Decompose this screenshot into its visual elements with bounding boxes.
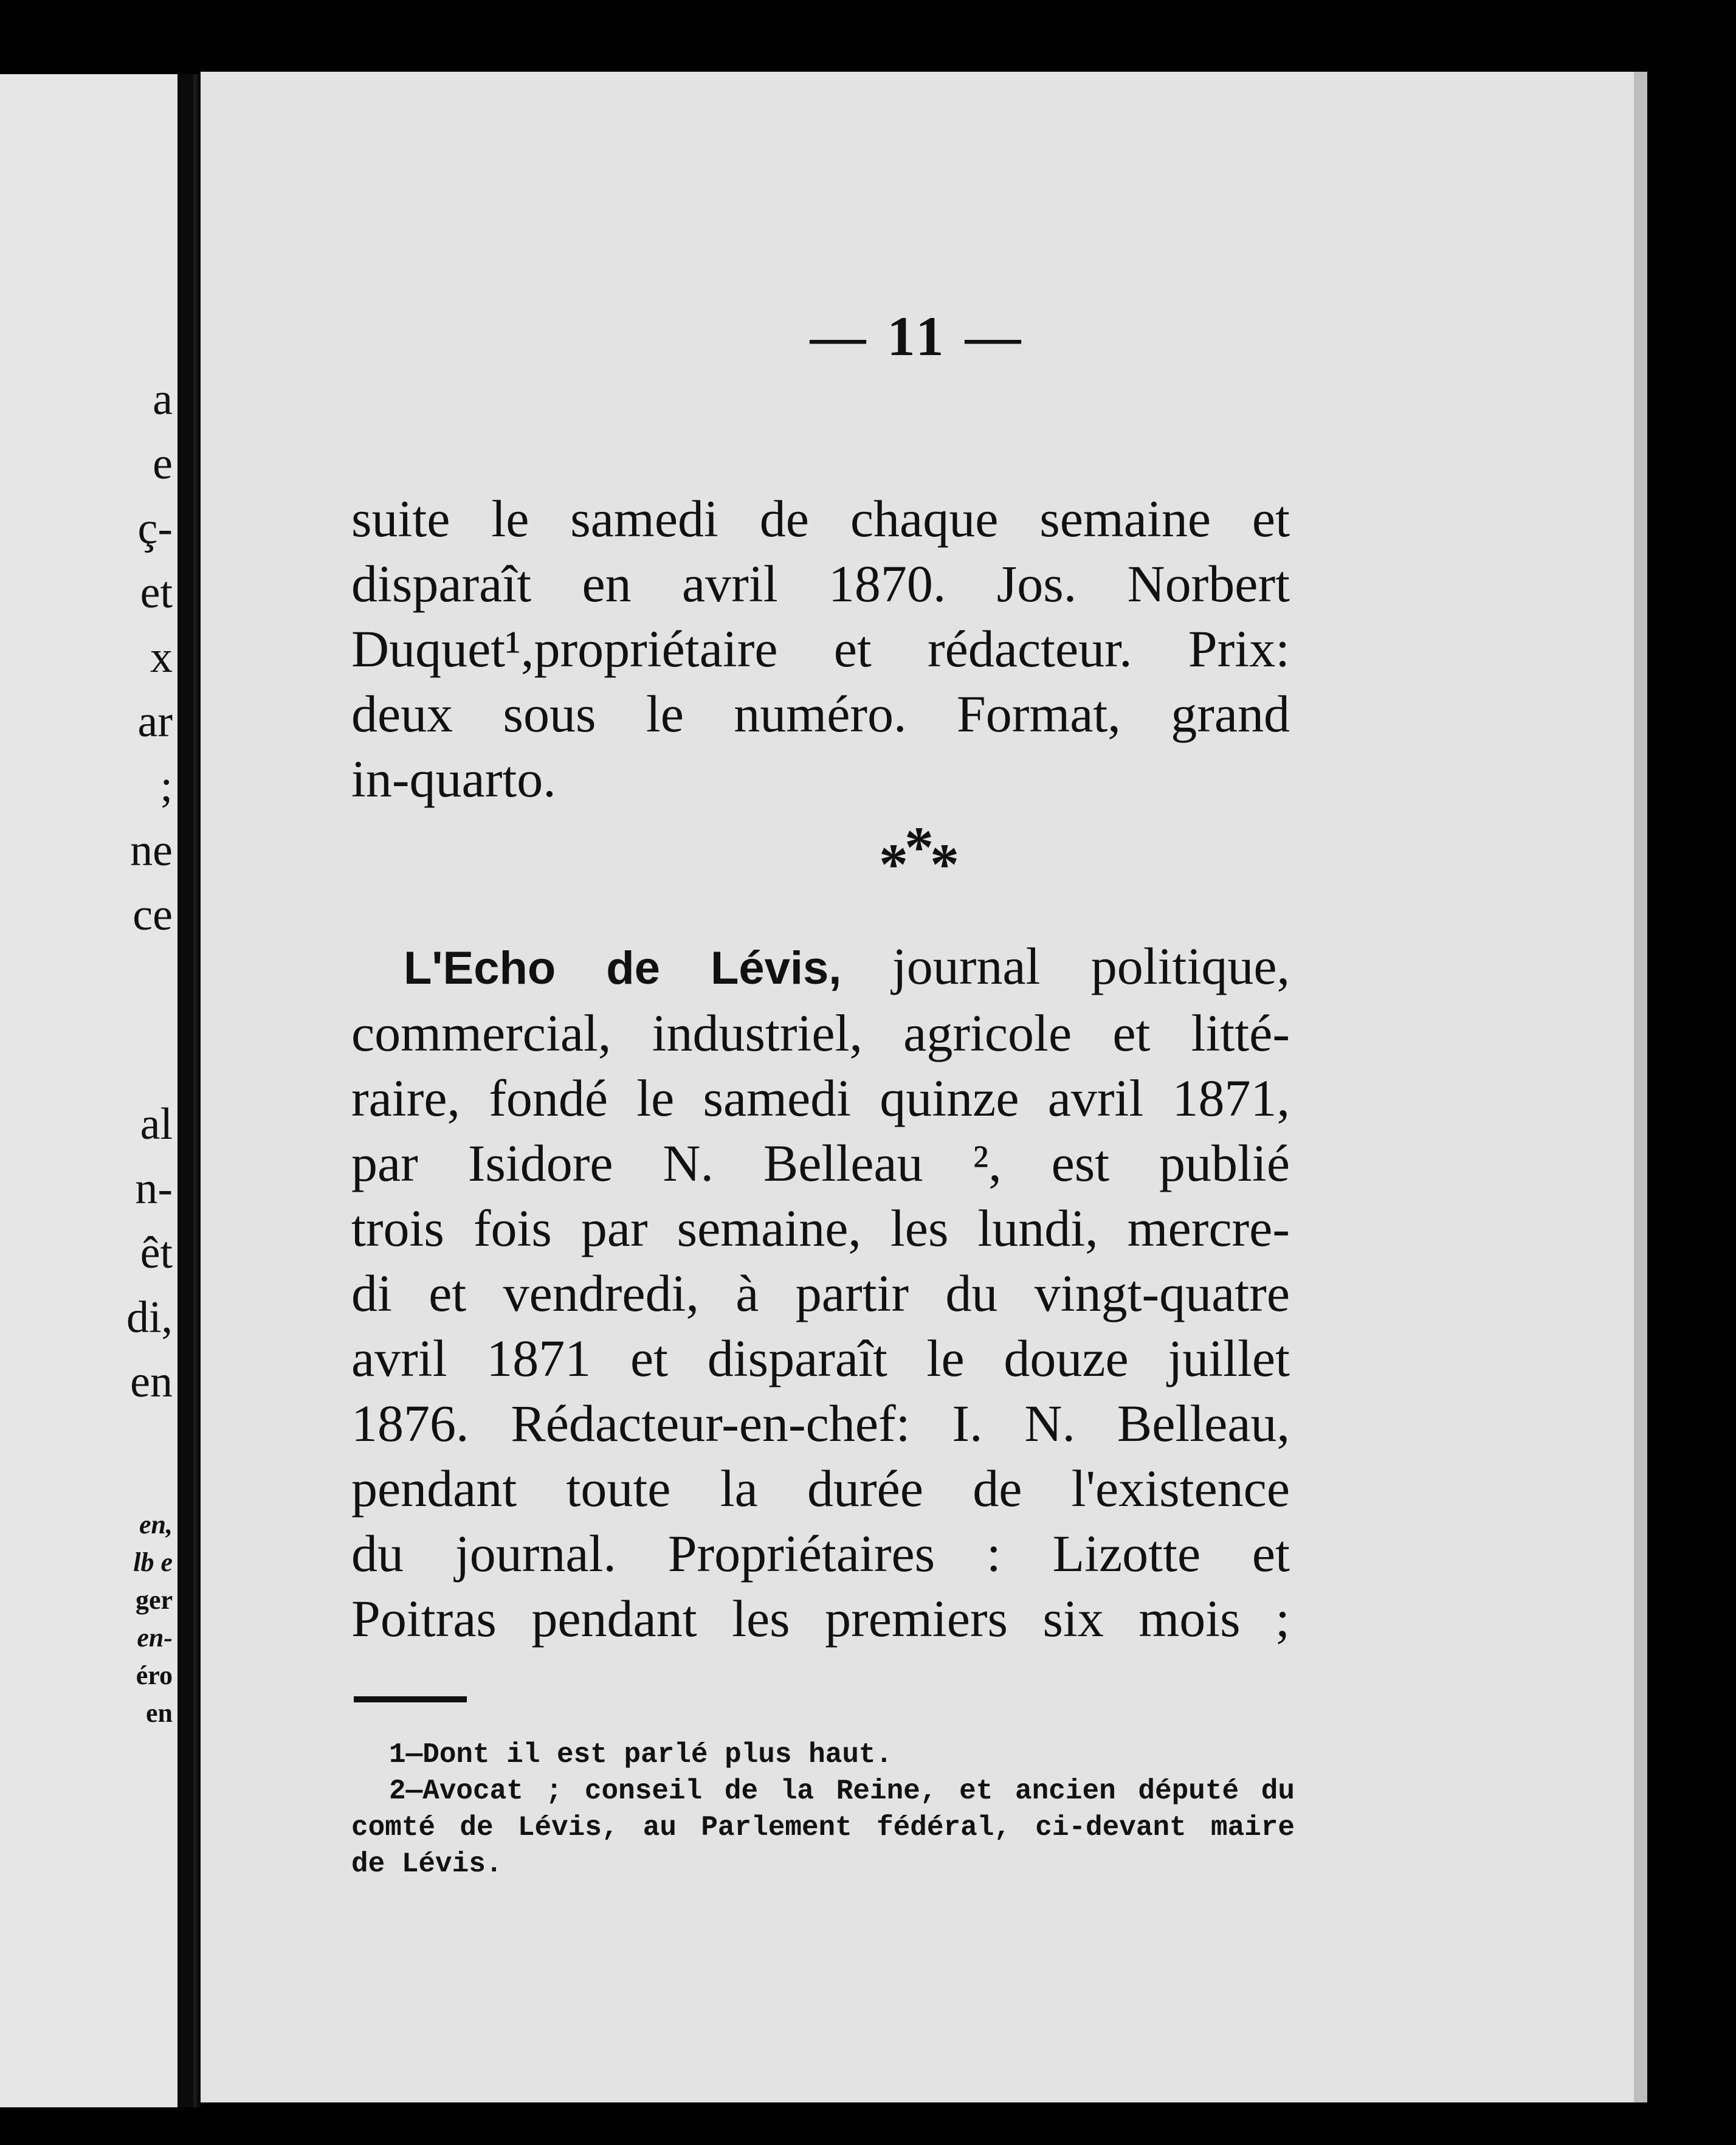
left-page-footnote-line: ger xyxy=(135,1585,173,1615)
asterism-separator xyxy=(201,815,1634,898)
left-page-line: êt xyxy=(140,1228,173,1278)
left-page-line: et xyxy=(140,568,173,618)
text-run: journal politique, xyxy=(892,937,1290,995)
left-page-line: ce xyxy=(133,890,173,940)
page-number: — 11 — xyxy=(810,305,1025,367)
text-line: suite le samedi de chaque semaine et xyxy=(351,489,1290,548)
footnote-line: de Lévis. xyxy=(351,1848,503,1880)
left-page-line: en xyxy=(130,1357,173,1407)
left-page-line: n- xyxy=(135,1164,173,1214)
left-page-line: ar xyxy=(137,697,173,747)
left-page-footnote-line: en, xyxy=(139,1510,173,1539)
asterisk: * xyxy=(904,815,930,880)
text-line: Duquet¹,propriétaire et rédacteur. Prix: xyxy=(351,620,1290,678)
left-page-footnote-line: éro xyxy=(136,1660,173,1690)
text-line: disparaît en avril 1870. Jos. Norbert xyxy=(351,554,1290,613)
text-line: 1876. Rédacteur-en-chef: I. N. Belleau, xyxy=(351,1394,1290,1452)
text-line: du journal. Propriétaires : Lizotte et xyxy=(351,1524,1290,1583)
left-page-line: ç- xyxy=(137,503,173,553)
left-page-fragment xyxy=(0,74,177,2107)
left-page-footnote-line: lb e xyxy=(133,1547,173,1577)
text-line: in-quarto. xyxy=(351,750,556,808)
left-page-line: a xyxy=(153,375,173,424)
text-line: pendant toute la durée de l'existence xyxy=(351,1459,1290,1518)
left-page-line: ; xyxy=(160,761,173,811)
left-page-footnote-line: en xyxy=(146,1698,173,1728)
left-page-line: e xyxy=(153,439,173,489)
text-line: par Isidore N. Belleau ², est publié xyxy=(351,1134,1290,1192)
left-page-footnote-line: en- xyxy=(137,1623,173,1653)
book-spine-line xyxy=(193,74,197,2107)
asterisk: * xyxy=(879,832,904,897)
footnote-rule xyxy=(354,1696,467,1702)
text-line: deux sous le numéro. Format, grand xyxy=(351,685,1290,743)
journal-title: L'Echo de Lévis, xyxy=(404,942,842,994)
text-line: di et vendredi, à partir du vingt-quatre xyxy=(351,1264,1290,1322)
book-page xyxy=(201,72,1634,2102)
text-line xyxy=(351,934,1290,1001)
book-gutter xyxy=(177,74,201,2107)
asterisk: * xyxy=(930,832,956,897)
left-page-line: x xyxy=(150,632,173,682)
text-line: trois fois par semaine, les lundi, mercre- xyxy=(351,1199,1290,1257)
text-line: Poitras pendant les premiers six mois ; xyxy=(351,1589,1290,1648)
paragraph-echo-de-levis xyxy=(351,934,1290,1651)
text-line: commercial, industriel, agricole et litté- xyxy=(351,1004,1290,1062)
text-line: avril 1871 et disparaît le douze juillet xyxy=(351,1329,1290,1387)
footnote-line: comté de Lévis, au Parlement fédéral, ci-devant maire xyxy=(351,1812,1295,1843)
paragraph-continuation xyxy=(351,486,1290,812)
left-page-line: al xyxy=(140,1099,173,1149)
page-edge xyxy=(1634,72,1647,2102)
footnotes xyxy=(351,1736,1295,1882)
text-line: raire, fondé le samedi quinze avril 1871, xyxy=(351,1069,1290,1127)
left-page-line: ne xyxy=(130,826,173,876)
left-page-line: di, xyxy=(126,1293,173,1342)
footnote-line: 2—Avocat ; conseil de la Reine, et ancien député du xyxy=(389,1775,1295,1807)
footnote-line: 1—Dont il est parlé plus haut. xyxy=(389,1739,893,1770)
